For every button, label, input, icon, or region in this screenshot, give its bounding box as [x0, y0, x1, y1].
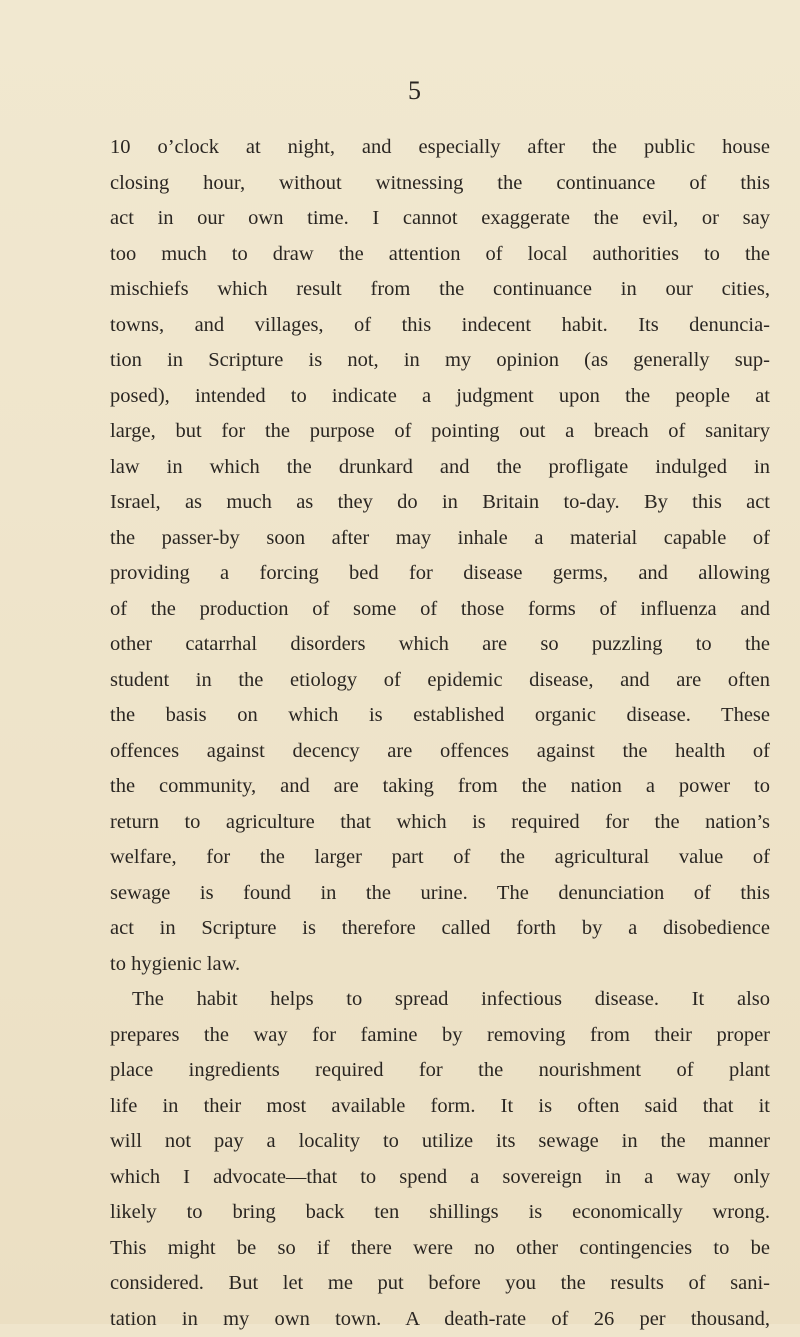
text-line: tation in my own town. A death-rate of 26 per thousand,	[110, 1302, 770, 1337]
text-line: sewage is found in the urine. The denunciation of this	[110, 876, 770, 912]
text-line: likely to bring back ten shillings is economically wrong.	[110, 1195, 770, 1231]
text-line: considered. But let me put before you the results of sani-	[110, 1266, 770, 1302]
text-line: return to agriculture that which is required for the nation’s	[110, 805, 770, 841]
text-line: place ingredients required for the nourishment of plant	[110, 1053, 770, 1089]
text-line: law in which the drunkard and the profligate indulged in	[110, 450, 770, 486]
text-line: other catarrhal disorders which are so puzzling to the	[110, 627, 770, 663]
text-line: Israel, as much as they do in Britain to-day. By this act	[110, 485, 770, 521]
page-number: 5	[408, 78, 421, 104]
text-line: providing a forcing bed for disease germs, and allowing	[110, 556, 770, 592]
text-line: act in Scripture is therefore called forth by a disobedience	[110, 911, 770, 947]
text-line: the community, and are taking from the nation a power to	[110, 769, 770, 805]
text-line: life in their most available form. It is often said that it	[110, 1089, 770, 1125]
text-line: the basis on which is established organic disease. These	[110, 698, 770, 734]
body-text	[110, 130, 770, 1337]
text-line: the passer-by soon after may inhale a material capable of	[110, 521, 770, 557]
text-line: prepares the way for famine by removing from their proper	[110, 1018, 770, 1054]
text-line: act in our own time. I cannot exaggerate the evil, or say	[110, 201, 770, 237]
text-line: large, but for the purpose of pointing out a breach of sanitary	[110, 414, 770, 450]
text-line: offences against decency are offences against the health of	[110, 734, 770, 770]
text-line: The habit helps to spread infectious disease. It also	[110, 982, 770, 1018]
text-line: welfare, for the larger part of the agricultural value of	[110, 840, 770, 876]
text-line: towns, and villages, of this indecent habit. Its denuncia-	[110, 308, 770, 344]
text-line: mischiefs which result from the continuance in our cities,	[110, 272, 770, 308]
text-line: 10 o’clock at night, and especially after the public house	[110, 130, 770, 166]
text-line: This might be so if there were no other contingencies to be	[110, 1231, 770, 1267]
text-line: posed), intended to indicate a judgment upon the people at	[110, 379, 770, 415]
text-line: student in the etiology of epidemic disease, and are often	[110, 663, 770, 699]
text-line: tion in Scripture is not, in my opinion (as generally sup-	[110, 343, 770, 379]
text-line: to hygienic law.	[110, 947, 770, 983]
text-line: of the production of some of those forms of influenza and	[110, 592, 770, 628]
text-line: which I advocate—that to spend a sovereign in a way only	[110, 1160, 770, 1196]
text-line: will not pay a locality to utilize its sewage in the manner	[110, 1124, 770, 1160]
text-line: too much to draw the attention of local authorities to the	[110, 237, 770, 273]
text-line: closing hour, without witnessing the continuance of this	[110, 166, 770, 202]
